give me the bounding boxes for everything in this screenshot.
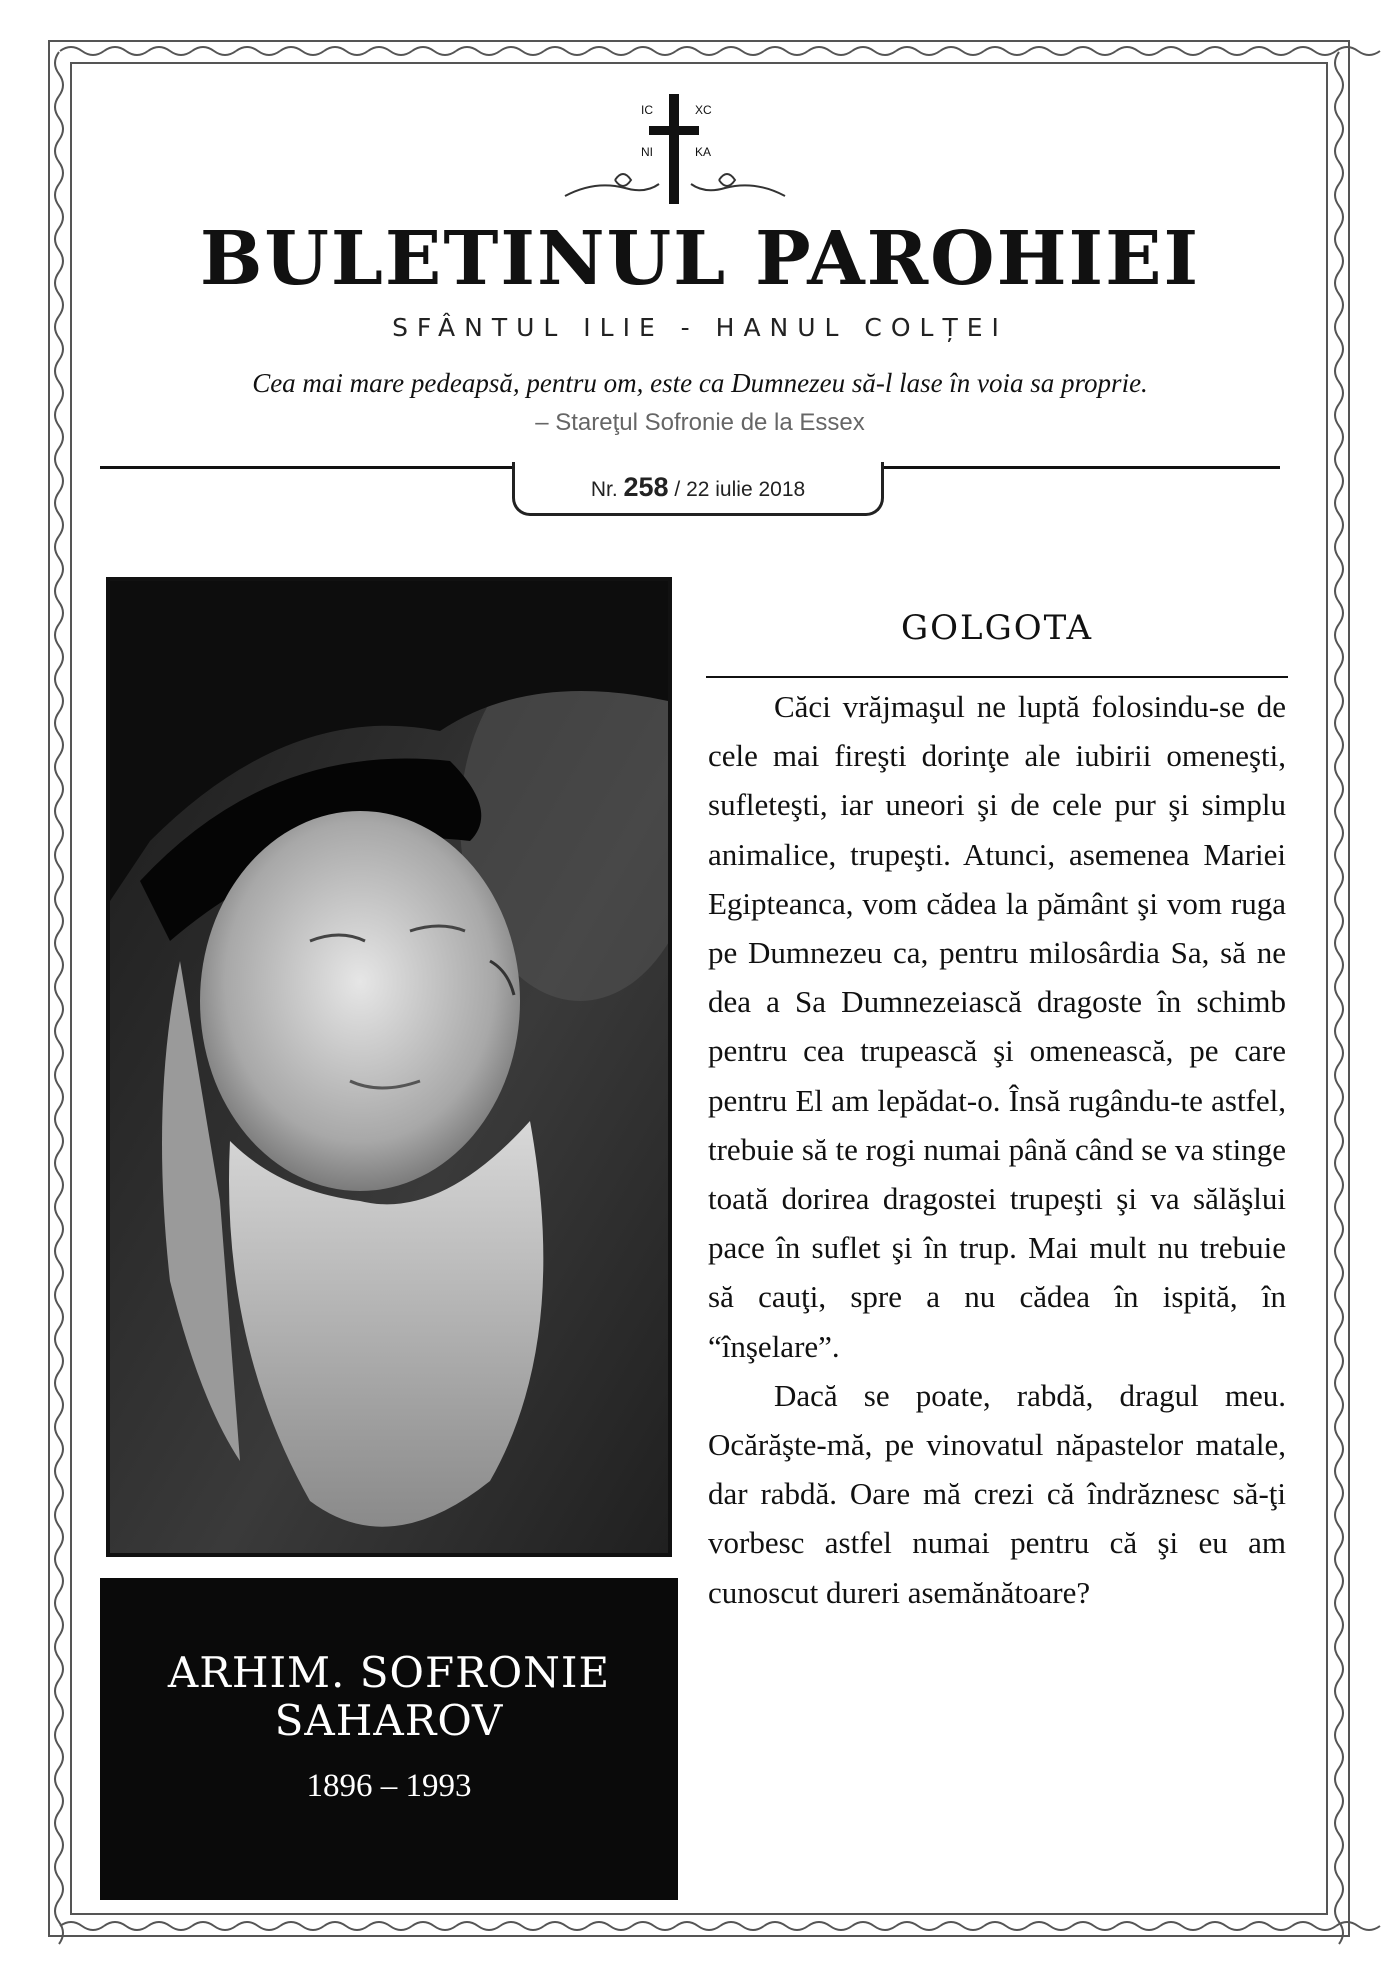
svg-text:XC: XC — [695, 103, 712, 117]
issue-badge — [512, 462, 884, 516]
portrait-caption — [100, 1578, 678, 1900]
article-body — [708, 682, 1286, 1617]
article-title-divider — [706, 676, 1288, 678]
svg-text:KA: KA — [695, 145, 712, 159]
motto-author: – Stareţul Sofronie de la Essex — [535, 409, 865, 436]
issue-number: 258 — [623, 472, 669, 502]
subject-name-line1: ARHIM. SOFRONIE — [167, 1648, 611, 1697]
svg-text:NI: NI — [641, 145, 653, 159]
subject-name-line2: SAHAROV — [274, 1696, 504, 1745]
bulletin-title: BULETINUL PAROHIEI — [199, 216, 1201, 302]
portrait-photo — [106, 577, 672, 1557]
cross-emblem-icon — [555, 88, 795, 218]
issue-prefix: Nr. — [590, 478, 618, 501]
issue-date: / 22 iulie 2018 — [674, 478, 806, 501]
subject-years: 1896 – 1993 — [306, 1768, 472, 1804]
article-paragraph: Dacă se poate, rabdă, dragul meu. Ocărăşte-mă, pe vinovatul năpastelor matale, dar rabdă. Oare mă crezi că îndrăznesc să-ţi vorbesc astfel numai pentru că şi eu am cunoscut dureri asemănătoare? — [708, 1377, 1286, 1610]
article-paragraph: Căci vrăjmaşul ne luptă folosindu-se de cele mai fireşti dorinţe ale iubirii omeneşti, sufleteşti, iar uneori şi de cele pur şi simplu animalice, trupeşti. Atunci, asemenea Mariei Egipteanca, vom cădea la pământ şi vom ruga pe Dumnezeu ca, pentru milosârdia Sa, să ne dea a Sa Dumnezeiască dragoste în schimb pentru cea trupească şi omenească, pe care pentru El am lepădat-o. Însă rugându-te astfel, trebuie să te rogi numai până când se va stinge toată dorirea dragostei trupeşti şi va sălăşlui pace în suflet şi în trup. Mai mult nu trebuie să cauţi, spre a nu cădea în ispită, în “înşelare”. — [708, 689, 1286, 1364]
portrait-image — [110, 581, 668, 1553]
article-title: GOLGOTA — [900, 608, 1094, 648]
svg-text:IC: IC — [641, 103, 653, 117]
parish-subtitle: SFÂNTUL ILIE - HANUL COLȚEI — [392, 313, 1008, 342]
motto-quote: Cea mai mare pedeapsă, pentru om, este ca Dumnezeu să-l lase în voia sa proprie. — [252, 368, 1148, 398]
